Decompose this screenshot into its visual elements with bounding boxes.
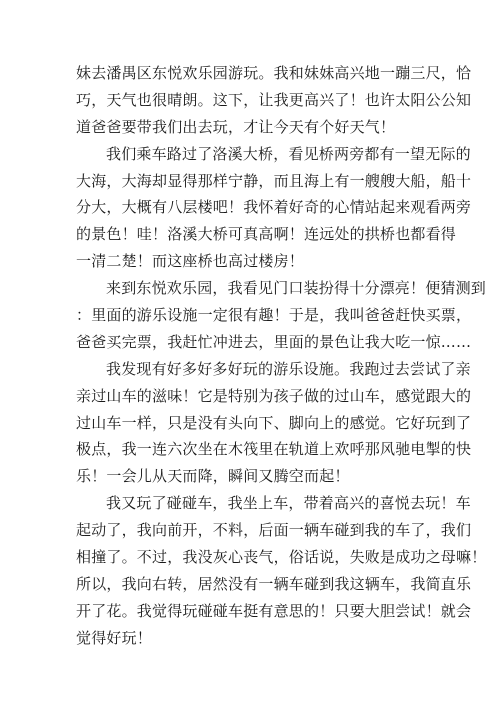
paragraph-start-line: 来到东悦欢乐园，我看见门口装扮得十分漂亮！便猜测到 [106,279,487,298]
text-line: 一清二楚！而这座桥也高过楼房！ [76,252,305,271]
text-line: 道爸爸要带我们出去玩，才让今天有个好天气！ [76,117,396,136]
text-line: 爸爸买完票，我赶忙冲进去，里面的景色让我大吃一惊…… [76,332,472,351]
text-line: 极点，我一连六次坐在木筏里在轨道上欢呼那风驰电掣的快 [76,440,472,459]
text-line: 起动了，我向前开，不料，后面一辆车碰到我的车了，我们 [76,521,472,540]
text-line: ：里面的游乐设施一定很有趣！于是，我叫爸爸赶快买票， [76,306,472,325]
paragraph-start-line: 我又玩了碰碰车，我坐上车，带着高兴的喜悦去玩！车 [106,494,471,513]
text-line: 亲过山车的滋味！它是特别为孩子做的过山车，感觉跟大的 [76,386,472,405]
text-line: 过山车一样，只是没有头向下、脚向上的感觉。它好玩到了 [76,413,472,432]
text-line: 所以，我向右转，居然没有一辆车碰到我这辆车，我简直乐 [76,574,472,593]
paragraph-start-line: 我们乘车路过了洛溪大桥，看见桥两旁都有一望无际的 [106,144,471,163]
paragraph-start-line: 我发现有好多好多好玩的游乐设施。我跑过去尝试了亲 [106,359,471,378]
body-text [76,60,487,652]
text-line: 妹去潘禺区东悦欢乐园游玩。我和妹妹高兴地一蹦三尺，恰 [76,64,472,82]
text-line: 的景色！哇！洛溪大桥可真高啊！连远处的拱桥也都看得 [76,225,457,244]
text-line: 乐！一会儿从天而降，瞬间又腾空而起！ [76,467,350,486]
text-line: 大海，大海却显得那样宁静，而且海上有一艘艘大船，船十 [76,171,472,190]
text-line: 相撞了。不过，我没灰心丧气，俗话说，失败是成功之母嘛！ [76,548,487,567]
text-line: 巧，天气也很晴朗。这下，让我更高兴了！也许太阳公公知 [76,90,472,109]
text-line: 开了花。我觉得玩碰碰车挺有意思的！只要大胆尝试！就会 [76,601,472,620]
text-line: 觉得好玩！ [76,628,153,647]
text-line: 分大，大概有八层楼吧！我怀着好奇的心情站起来观看两旁 [76,198,472,217]
